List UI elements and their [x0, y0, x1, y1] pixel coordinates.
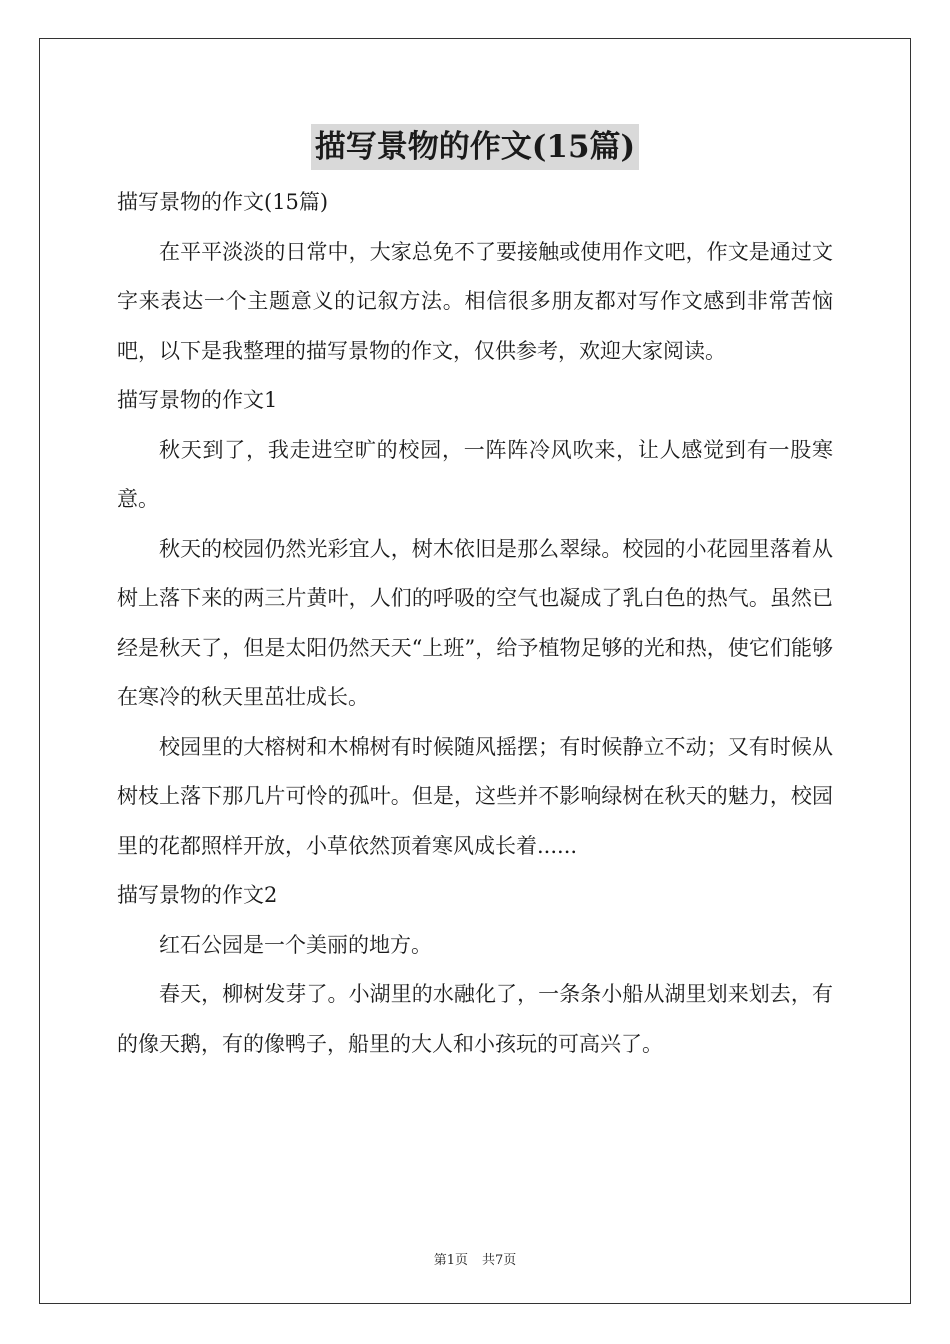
body-paragraph: 红石公园是一个美丽的地方。: [159, 932, 432, 957]
page-footer: [0, 1249, 950, 1268]
page-number: 第1页: [433, 1253, 468, 1268]
document-body: [117, 178, 833, 1069]
document-title: 描写景物的作文(15篇): [311, 124, 639, 170]
section-heading-2: 描写景物的作文2: [117, 883, 278, 907]
body-paragraph: 秋天的校园仍然光彩宜人，树木依旧是那么翠绿。校园的小花园里落着从树上落下来的两三片黄叶，人们的呼吸的空气也凝成了乳白色的热气。虽然已经是秋天了，但是太阳仍然天天“上班”，给予植物足够的光和热，使它们能够在寒冷的秋天里茁壮成长。: [117, 536, 833, 709]
page-total: 共7页: [482, 1253, 517, 1268]
body-paragraph: 秋天到了，我走进空旷的校园，一阵阵冷风吹来，让人感觉到有一股寒意。: [117, 437, 833, 511]
title-container: [0, 124, 950, 170]
body-paragraph: 校园里的大榕树和木棉树有时候随风摇摆；有时候静立不动；又有时候从树枝上落下那几片可怜的孤叶。但是，这些并不影响绿树在秋天的魅力，校园里的花都照样开放，小草依然顶着寒风成长着......: [117, 734, 833, 858]
section-heading-1: 描写景物的作文1: [117, 388, 278, 412]
subtitle-line: 描写景物的作文(15篇): [117, 190, 329, 214]
intro-paragraph: 在平平淡淡的日常中，大家总免不了要接触或使用作文吧，作文是通过文字来表达一个主题意义的记叙方法。相信很多朋友都对写作文感到非常苦恼吧，以下是我整理的描写景物的作文，仅供参考，欢迎大家阅读。: [117, 239, 833, 363]
body-paragraph: 春天，柳树发芽了。小湖里的水融化了，一条条小船从湖里划来划去，有的像天鹅，有的像鸭子，船里的大人和小孩玩的可高兴了。: [117, 982, 833, 1056]
